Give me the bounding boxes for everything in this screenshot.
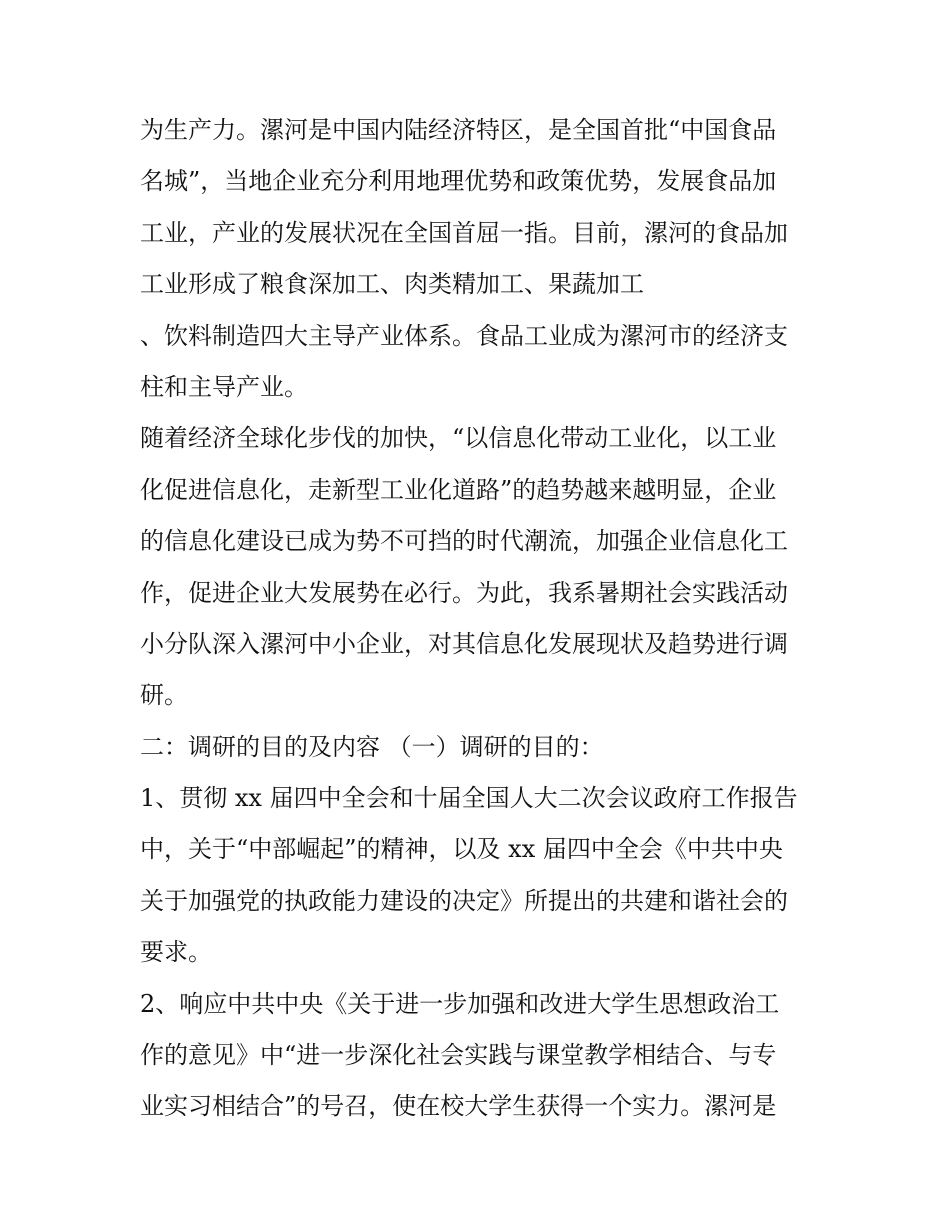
text-line: 中，关于“中部崛起”的精神，以及 xx 届四中全会《中共中央 <box>140 835 783 864</box>
text-line: 随着经济全球化步伐的加快，“以信息化带动工业化，以工业 <box>140 424 777 453</box>
text-line: 1、贯彻 xx 届四中全会和十届全国人大二次会议政府工作报告 <box>140 784 798 813</box>
text-line: 工业形成了粮食深加工、肉类精加工、果蔬加工 <box>140 270 644 299</box>
text-line: 关于加强党的执政能力建设的决定》所提出的共建和谐社会的 <box>140 886 788 915</box>
text-line: 工业，产业的发展状况在全国首屈一指。目前，漯河的食品加 <box>140 218 788 247</box>
text-line: 为生产力。漯河是中国内陆经济特区，是全国首批“中国食品 <box>140 116 777 144</box>
body-text <box>140 105 820 1133</box>
text-line: 、饮料制造四大主导产业体系。食品工业成为漯河市的经济支 <box>140 321 788 350</box>
text-line: 要求。 <box>140 938 212 967</box>
text-line: 柱和主导产业。 <box>140 372 308 401</box>
text-line: 名城”，当地企业充分利用地理优势和政策优势，发展食品加 <box>140 167 777 196</box>
text-line: 化促进信息化，走新型工业化道路”的趋势越来越明显，企业 <box>140 475 777 504</box>
text-line: 小分队深入漯河中小企业，对其信息化发展现状及趋势进行调 <box>140 629 788 658</box>
text-line: 2、响应中共中央《关于进一步加强和改进大学生思想政治工 <box>140 989 780 1018</box>
text-line: 作的意见》中“进一步深化社会实践与课堂教学相结合、与专 <box>140 1041 777 1070</box>
section-heading: 二：调研的目的及内容 （一）调研的目的： <box>140 732 604 761</box>
text-line: 作，促进企业大发展势在必行。为此，我系暑期社会实践活动 <box>140 578 788 607</box>
text-line: 业实习相结合”的号召，使在校大学生获得一个实力。漯河是 <box>140 1092 777 1121</box>
text-line: 研。 <box>140 681 188 710</box>
text-line: 的信息化建设已成为势不可挡的时代潮流，加强企业信息化工 <box>140 527 788 556</box>
